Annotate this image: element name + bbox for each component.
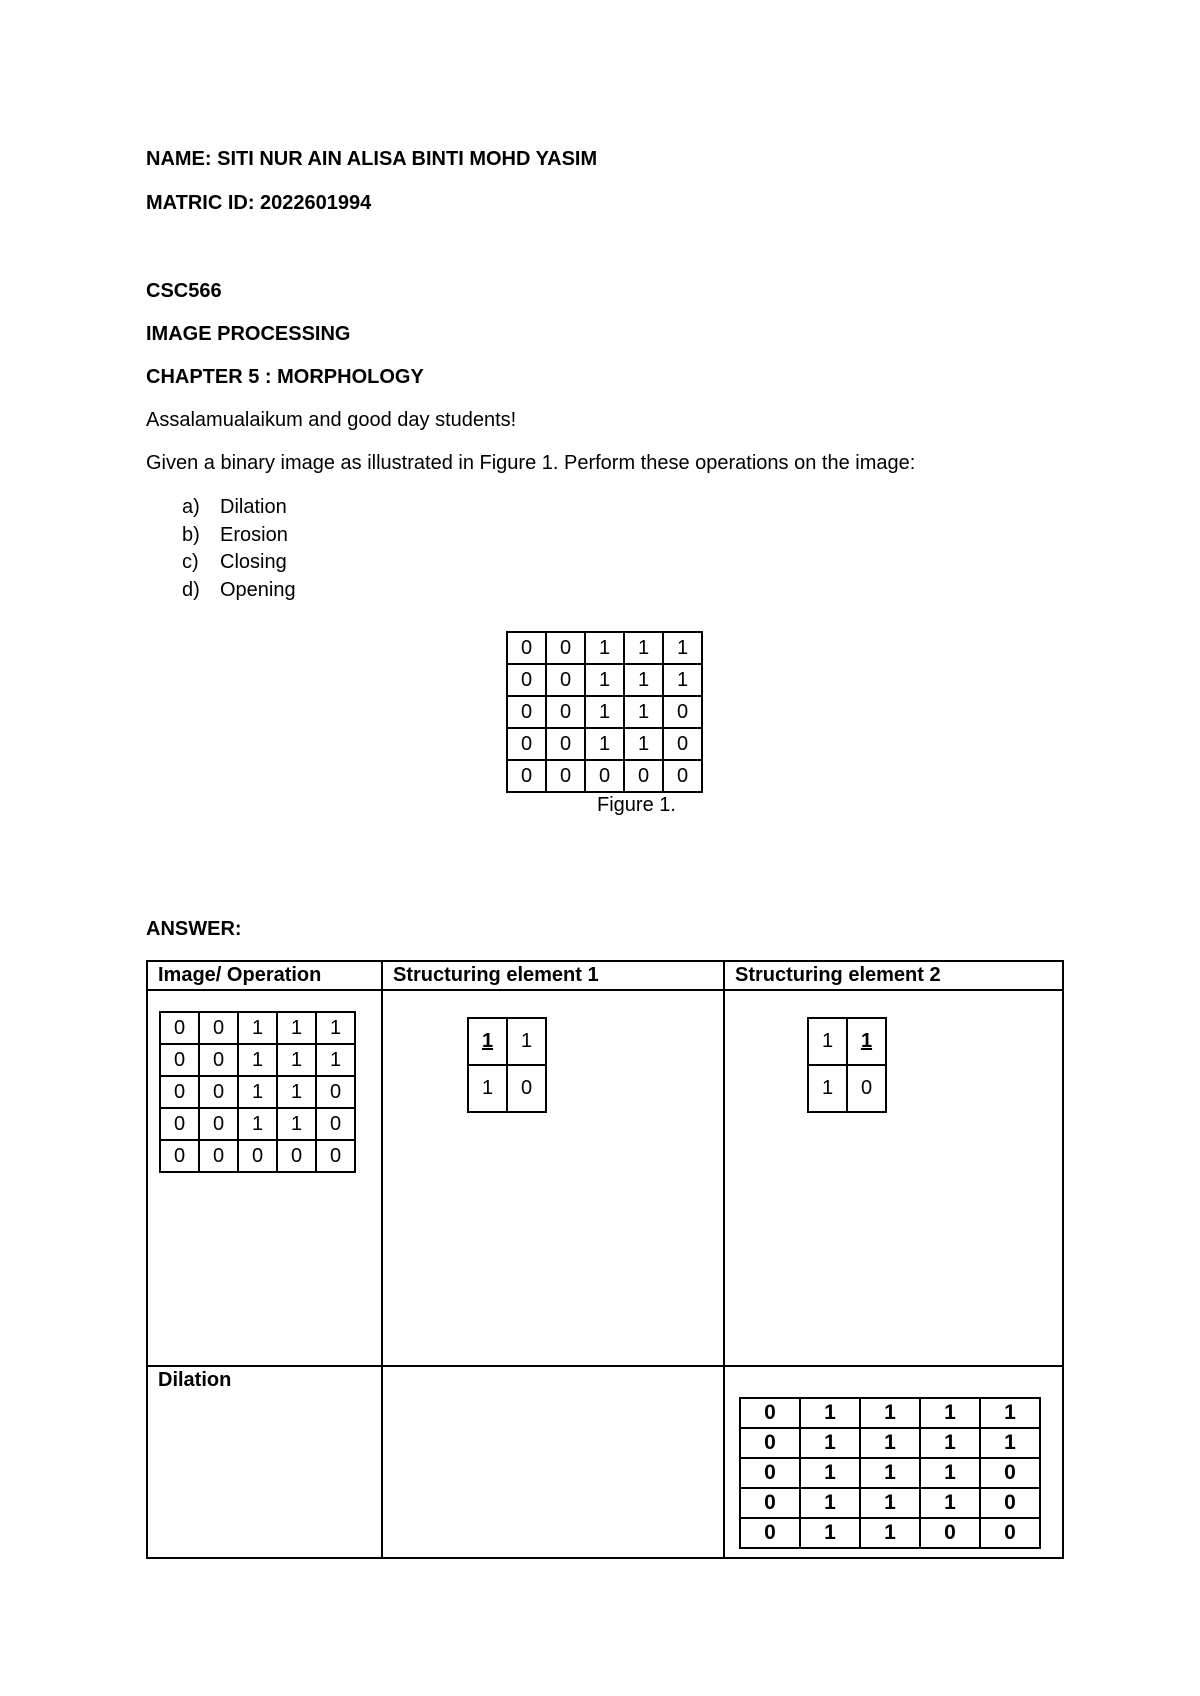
se1-row	[468, 1018, 546, 1065]
image-matrix-cell: 0	[160, 1044, 199, 1076]
se1-row	[468, 1065, 546, 1112]
figure1-cell: 1	[624, 664, 663, 696]
se2-cell: 1	[808, 1065, 847, 1112]
figure1-cell: 1	[585, 632, 624, 664]
se2-row	[808, 1018, 886, 1065]
course-code: CSC566	[146, 280, 222, 302]
figure1-cell: 0	[546, 760, 585, 792]
image-matrix-cell: 0	[238, 1140, 277, 1172]
figure1-cell: 0	[663, 728, 702, 760]
figure1-cell: 0	[663, 760, 702, 792]
dilation-label-cell: Dilation	[147, 1366, 382, 1558]
dilation-se2-matrix	[739, 1397, 1041, 1549]
image-matrix-cell: 1	[238, 1012, 277, 1044]
figure1-row	[507, 760, 702, 792]
dilation-cell: 1	[800, 1458, 860, 1488]
dilation-row	[740, 1428, 1040, 1458]
image-matrix-cell: 0	[199, 1140, 238, 1172]
image-matrix-cell: 1	[277, 1108, 316, 1140]
figure1-cell: 1	[624, 728, 663, 760]
figure1-cell: 0	[507, 760, 546, 792]
figure1-cell: 1	[585, 728, 624, 760]
subject-title: IMAGE PROCESSING	[146, 323, 351, 345]
figure1-cell: 1	[624, 696, 663, 728]
figure1-row	[507, 728, 702, 760]
figure-caption: Figure 1.	[597, 794, 676, 816]
operations-list	[182, 494, 296, 604]
dilation-cell: 0	[740, 1398, 800, 1428]
figure1-cell: 0	[507, 664, 546, 696]
dilation-cell: 1	[860, 1488, 920, 1518]
dilation-cell: 0	[920, 1518, 980, 1548]
dilation-cell: 0	[980, 1488, 1040, 1518]
se1-matrix	[467, 1017, 547, 1113]
se2-cell	[724, 990, 1063, 1366]
header-image-operation: Image/ Operation	[147, 961, 382, 990]
greeting: Assalamualaikum and good day students!	[146, 409, 517, 431]
image-cell	[147, 990, 382, 1366]
header-se1: Structuring element 1	[382, 961, 724, 990]
se2-cell: 0	[847, 1065, 886, 1112]
image-matrix-row	[160, 1140, 355, 1172]
dilation-row	[740, 1458, 1040, 1488]
dilation-cell: 1	[920, 1428, 980, 1458]
figure1-matrix	[506, 631, 703, 793]
figure1-cell: 0	[546, 728, 585, 760]
image-matrix-cell: 0	[199, 1044, 238, 1076]
dilation-cell: 1	[980, 1428, 1040, 1458]
list-item: c) Closing	[182, 551, 287, 573]
dilation-row	[740, 1398, 1040, 1428]
se2-cell: 1	[847, 1018, 886, 1065]
figure1-cell: 1	[663, 632, 702, 664]
image-matrix-row	[160, 1012, 355, 1044]
image-matrix-cell: 0	[160, 1012, 199, 1044]
figure1-cell: 0	[585, 760, 624, 792]
list-item: d) Opening	[182, 578, 296, 601]
image-matrix-row	[160, 1108, 355, 1140]
se2-row	[808, 1065, 886, 1112]
dilation-cell: 1	[920, 1458, 980, 1488]
dilation-se1-cell	[382, 1366, 724, 1558]
dilation-row	[740, 1488, 1040, 1518]
image-matrix-cell: 0	[160, 1140, 199, 1172]
figure1-cell: 0	[546, 632, 585, 664]
dilation-cell: 1	[980, 1398, 1040, 1428]
se1-cell: 0	[507, 1065, 546, 1112]
dilation-cell: 1	[800, 1398, 860, 1428]
image-matrix-cell: 0	[316, 1108, 355, 1140]
se2-cell: 1	[808, 1018, 847, 1065]
se1-cell: 1	[468, 1065, 507, 1112]
figure1-cell: 1	[663, 664, 702, 696]
figure1-cell: 0	[624, 760, 663, 792]
dilation-se2-cell	[724, 1366, 1063, 1558]
dilation-cell: 1	[800, 1488, 860, 1518]
figure1-cell: 0	[507, 728, 546, 760]
image-matrix-cell: 1	[238, 1044, 277, 1076]
se1-cell: 1	[468, 1018, 507, 1065]
dilation-cell: 1	[920, 1488, 980, 1518]
dilation-cell: 0	[740, 1488, 800, 1518]
dilation-cell: 1	[800, 1518, 860, 1548]
figure1-cell: 0	[546, 696, 585, 728]
matric-id: MATRIC ID: 2022601994	[146, 192, 372, 214]
figure1-row	[507, 664, 702, 696]
image-matrix-cell: 1	[277, 1044, 316, 1076]
student-name: NAME: SITI NUR AIN ALISA BINTI MOHD YASIM	[146, 148, 598, 170]
dilation-cell: 0	[740, 1518, 800, 1548]
image-matrix-cell: 1	[277, 1012, 316, 1044]
image-matrix-cell: 0	[199, 1076, 238, 1108]
dilation-cell: 0	[980, 1518, 1040, 1548]
image-matrix-cell: 1	[277, 1076, 316, 1108]
image-matrix-cell: 0	[160, 1108, 199, 1140]
se1-cell	[382, 990, 724, 1366]
figure1-cell: 1	[624, 632, 663, 664]
dilation-cell: 1	[920, 1398, 980, 1428]
figure1-cell: 0	[663, 696, 702, 728]
answer-title: ANSWER:	[146, 918, 242, 940]
dilation-cell: 1	[860, 1458, 920, 1488]
image-matrix-cell: 0	[199, 1108, 238, 1140]
figure1-row	[507, 632, 702, 664]
image-matrix-cell: 0	[316, 1140, 355, 1172]
dilation-cell: 1	[860, 1428, 920, 1458]
figure1-cell: 0	[546, 664, 585, 696]
figure1-cell: 0	[507, 696, 546, 728]
se1-cell: 1	[507, 1018, 546, 1065]
chapter-title: CHAPTER 5 : MORPHOLOGY	[146, 366, 424, 388]
figure1-cell: 0	[507, 632, 546, 664]
figure1-cell: 1	[585, 664, 624, 696]
instruction: Given a binary image as illustrated in Figure 1. Perform these operations on the image:	[146, 452, 916, 474]
list-item: a) Dilation	[182, 496, 287, 518]
list-item: b) Erosion	[182, 523, 288, 546]
dilation-row	[740, 1518, 1040, 1548]
image-matrix-cell: 1	[238, 1108, 277, 1140]
dilation-cell: 0	[740, 1428, 800, 1458]
image-matrix	[159, 1011, 356, 1173]
image-matrix-cell: 1	[316, 1044, 355, 1076]
answer-table	[146, 960, 1064, 1559]
figure1-row	[507, 696, 702, 728]
se2-matrix	[807, 1017, 887, 1113]
image-matrix-cell: 0	[160, 1076, 199, 1108]
image-matrix-cell: 0	[199, 1012, 238, 1044]
image-matrix-cell: 0	[316, 1076, 355, 1108]
image-matrix-row	[160, 1076, 355, 1108]
dilation-cell: 1	[800, 1428, 860, 1458]
dilation-cell: 1	[860, 1398, 920, 1428]
header-se2: Structuring element 2	[724, 961, 1063, 990]
image-matrix-cell: 1	[238, 1076, 277, 1108]
dilation-cell: 0	[740, 1458, 800, 1488]
dilation-cell: 0	[980, 1458, 1040, 1488]
image-matrix-cell: 1	[316, 1012, 355, 1044]
image-matrix-cell: 0	[277, 1140, 316, 1172]
dilation-cell: 1	[860, 1518, 920, 1548]
image-matrix-row	[160, 1044, 355, 1076]
figure1-cell: 1	[585, 696, 624, 728]
